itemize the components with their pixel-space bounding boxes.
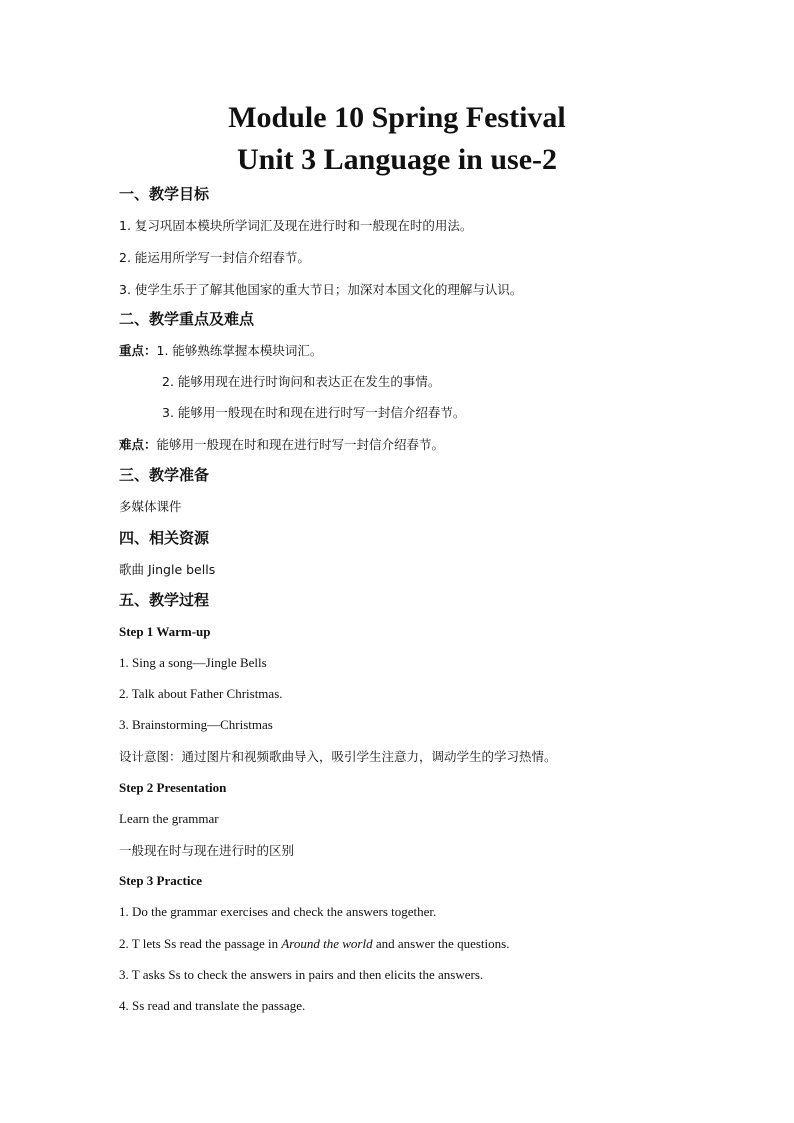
- objective-item-1: 1. 复习巩固本模块所学词汇及现在进行时和一般现在时的用法。: [119, 218, 473, 233]
- key-point-row-1: [119, 342, 322, 360]
- step-1-item-3: 3. Brainstorming—Christmas: [119, 717, 273, 732]
- difficult-point-text: 能够用一般现在时和现在进行时写一封信介绍春节。: [156, 437, 445, 452]
- step-2-item-1: Learn the grammar: [119, 811, 219, 826]
- section-4-heading: 四、相关资源: [119, 529, 210, 547]
- step-3-item-4: 4. Ss read and translate the passage.: [119, 998, 306, 1013]
- step-2-title: Step 2 Presentation: [119, 780, 227, 795]
- step-3-item-1: 1. Do the grammar exercises and check the answers together.: [119, 904, 437, 919]
- objective-item-2: 2. 能运用所学写一封信介绍春节。: [119, 250, 310, 265]
- section-2-heading: 二、教学重点及难点: [119, 310, 255, 328]
- step-3-item-3: 3. T asks Ss to check the answers in pairs and then elicits the answers.: [119, 967, 484, 982]
- difficult-point-row: [119, 436, 444, 454]
- step-1-item-2: 2. Talk about Father Christmas.: [119, 686, 283, 701]
- step-3-item-2-pre: 2. T lets Ss read the passage in: [119, 936, 282, 951]
- key-point-label: 重点：: [119, 343, 157, 358]
- difficult-point-label: 难点：: [119, 437, 157, 452]
- step-3-title: Step 3 Practice: [119, 873, 203, 888]
- step-2-item-2: 一般现在时与现在进行时的区别: [119, 843, 295, 858]
- key-point-item-3: 3. 能够用一般现在时和现在进行时写一封信介绍春节。: [162, 405, 466, 420]
- key-point-item-2: 2. 能够用现在进行时询问和表达正在发生的事情。: [162, 374, 441, 389]
- title-line-2: Unit 3 Language in use-2: [236, 143, 558, 176]
- step-1-item-1: 1. Sing a song—Jingle Bells: [119, 655, 267, 670]
- preparation-text: 多媒体课件: [119, 499, 182, 514]
- section-3-heading: 三、教学准备: [119, 466, 210, 484]
- section-1-heading: 一、教学目标: [119, 185, 210, 203]
- step-3-item-2-title: Around the world: [281, 936, 373, 951]
- objective-item-3: 3. 使学生乐于了解其他国家的重大节日；加深对本国文化的理解与认识。: [119, 282, 523, 297]
- step-3-item-2-post: and answer the questions.: [372, 936, 510, 951]
- section-5-heading: 五、教学过程: [119, 591, 210, 609]
- resources-text: 歌曲 Jingle bells: [119, 562, 216, 577]
- key-point-item-1: 1. 能够熟练掌握本模块词汇。: [156, 343, 323, 358]
- title-line-1: Module 10 Spring Festival: [228, 101, 566, 134]
- step-3-item-2: [119, 935, 509, 953]
- step-1-title: Step 1 Warm-up: [119, 624, 211, 639]
- step-1-design-intent: 设计意图：通过图片和视频歌曲导入，吸引学生注意力，调动学生的学习热情。: [119, 749, 557, 764]
